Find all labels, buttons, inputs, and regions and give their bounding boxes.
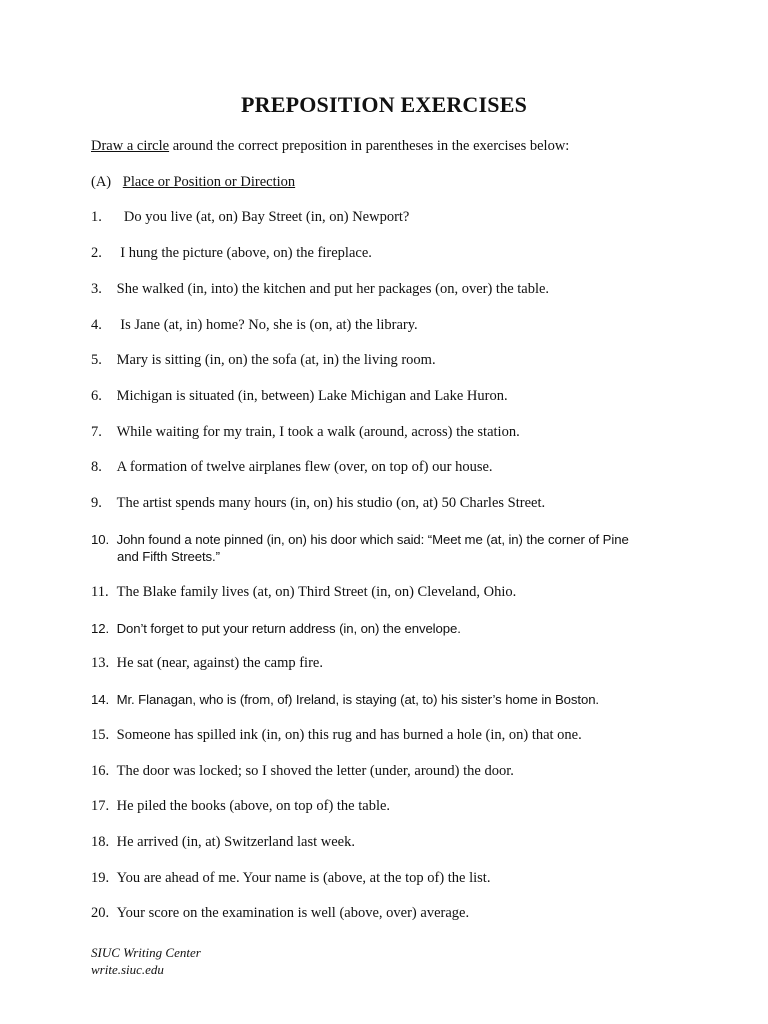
item-text: John found a note pinned (in, on) his door which said: “Meet me (at, in) the corner of Pine xyxy=(116,532,629,547)
item-number: 8. xyxy=(91,459,102,475)
instructions-underlined: Draw a circle xyxy=(91,138,170,154)
item-text: Mary is sitting (in, on) the sofa (at, in) the living room. xyxy=(116,352,436,368)
exercise-item xyxy=(91,388,691,405)
item-text: Is Jane (at, in) home? No, she is (on, at) the library. xyxy=(120,317,418,333)
exercise-item xyxy=(91,317,691,334)
item-number: 10. xyxy=(91,532,110,547)
item-number: 9. xyxy=(91,495,102,511)
item-text: While waiting for my train, I took a walk (around, across) the station. xyxy=(116,424,520,440)
section-title: Place or Position or Direction xyxy=(122,174,296,190)
item-text: The Blake family lives (at, on) Third Street (in, on) Cleveland, Ohio. xyxy=(116,584,517,600)
item-number: 4. xyxy=(91,317,102,333)
exercise-item xyxy=(91,531,691,565)
exercise-item xyxy=(91,691,691,708)
exercise-item xyxy=(91,727,691,744)
item-text: Don’t forget to put your return address (in, on) the envelope. xyxy=(116,621,461,636)
item-text: He piled the books (above, on top of) the table. xyxy=(116,798,391,814)
exercise-item xyxy=(91,424,691,441)
item-text: The artist spends many hours (in, on) his studio (on, at) 50 Charles Street. xyxy=(116,495,546,511)
item-text: He sat (near, against) the camp fire. xyxy=(116,655,323,671)
exercise-item xyxy=(91,352,691,369)
exercise-item xyxy=(91,584,691,601)
item-text: You are ahead of me. Your name is (above, at the top of) the list. xyxy=(116,870,491,886)
exercise-item xyxy=(91,209,691,226)
exercise-item xyxy=(91,870,691,887)
footer-url: write.siuc.edu xyxy=(91,962,164,977)
item-number: 18. xyxy=(91,834,110,850)
item-number: 12. xyxy=(91,621,110,636)
item-number: 3. xyxy=(91,281,102,297)
item-text: She walked (in, into) the kitchen and put her packages (on, over) the table. xyxy=(116,281,550,297)
exercise-item xyxy=(91,834,691,851)
exercise-item xyxy=(91,495,691,512)
exercise-item xyxy=(91,620,691,637)
item-text: Do you live (at, on) Bay Street (in, on) Newport? xyxy=(123,209,410,225)
item-number: 13. xyxy=(91,655,110,671)
item-text: He arrived (in, at) Switzerland last week. xyxy=(116,834,355,850)
exercise-item xyxy=(91,798,691,815)
item-number: 1. xyxy=(91,209,102,225)
footer-org: SIUC Writing Center xyxy=(91,945,201,960)
exercise-item xyxy=(91,655,691,672)
item-number: 11. xyxy=(91,584,109,600)
item-text: Your score on the examination is well (above, over) average. xyxy=(116,905,470,921)
instructions-text: around the correct preposition in parentheses in the exercises below: xyxy=(169,138,570,154)
exercise-item xyxy=(91,459,691,476)
exercise-item xyxy=(91,763,691,780)
item-number: 16. xyxy=(91,763,110,779)
exercise-item xyxy=(91,905,691,922)
instructions xyxy=(91,138,569,155)
item-text-continued: and Fifth Streets.” xyxy=(117,549,220,564)
section-label: (A) xyxy=(91,174,112,190)
item-number: 15. xyxy=(91,727,110,743)
item-text: The door was locked; so I shoved the letter (under, around) the door. xyxy=(116,763,514,779)
item-text: A formation of twelve airplanes flew (over, on top of) our house. xyxy=(116,459,493,475)
item-number: 7. xyxy=(91,424,102,440)
section-heading xyxy=(91,174,295,191)
item-number: 20. xyxy=(91,905,110,921)
exercise-item xyxy=(91,281,691,298)
item-text: Mr. Flanagan, who is (from, of) Ireland, is staying (at, to) his sister’s home in Boston. xyxy=(116,692,599,707)
item-number: 19. xyxy=(91,870,110,886)
item-number: 17. xyxy=(91,798,110,814)
footer xyxy=(91,944,201,978)
item-number: 5. xyxy=(91,352,102,368)
item-number: 6. xyxy=(91,388,102,404)
item-text: Michigan is situated (in, between) Lake Michigan and Lake Huron. xyxy=(116,388,508,404)
item-number: 2. xyxy=(91,245,102,261)
item-text: I hung the picture (above, on) the fireplace. xyxy=(120,245,372,261)
page-title: PREPOSITION EXERCISES xyxy=(241,92,527,117)
item-number: 14. xyxy=(91,692,110,707)
exercise-item xyxy=(91,245,691,262)
item-text: Someone has spilled ink (in, on) this rug and has burned a hole (in, on) that one. xyxy=(116,727,582,743)
